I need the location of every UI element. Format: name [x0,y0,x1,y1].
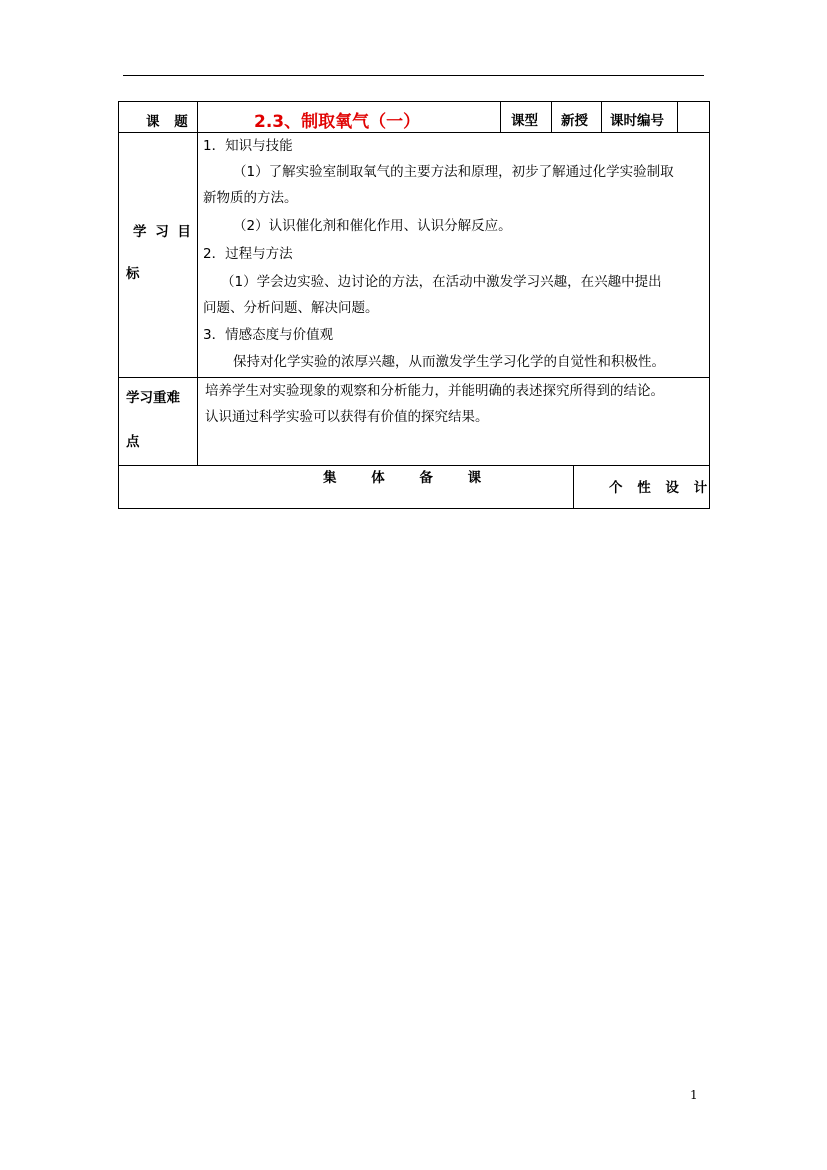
objectives-label-line1: 学 习 目 [133,224,193,240]
col-divider-period-label [677,101,678,132]
lesson-type-label: 课型 [511,113,538,129]
col-divider-label [197,101,198,465]
objective-line: （1）了解实验室制取氧气的主要方法和原理，初步了解通过化学实验制取 [233,164,674,180]
col-divider-type-label [551,101,552,132]
keypoints-label-line2: 点 [126,434,140,450]
objective-line: 3．情感态度与价值观 [203,327,334,343]
objective-line: 新物质的方法。 [203,190,298,206]
objective-line: 1．知识与技能 [203,138,293,154]
objectives-label-line2: 标 [126,266,140,282]
row-divider-objectives [118,377,710,378]
lesson-type-value: 新授 [561,113,588,129]
objective-line: （1）学会边实验、边讨论的方法，在活动中激发学习兴趣，在兴趣中提出 [221,274,662,290]
row-divider-title [118,132,710,133]
col-divider-type-value [601,101,602,132]
col-divider-footer [573,465,574,509]
personal-design-label: 个 性 设 计 [609,480,713,496]
collective-prep-label: 集 体 备 课 [323,470,497,486]
keypoints-label-line1: 学习重难 [126,390,180,406]
page-number: 1 [690,1088,698,1102]
objective-line: 保持对化学实验的浓厚兴趣，从而激发学生学习化学的自觉性和积极性。 [233,354,665,370]
objective-line: 2．过程与方法 [203,246,293,262]
period-number-label: 课时编号 [610,113,664,129]
objective-line: （2）认识催化剂和催化作用、认识分解反应。 [233,218,512,234]
objective-line: 问题、分析问题、解决问题。 [203,300,379,316]
subject-label: 课 题 [146,114,193,130]
row-divider-keypoints [118,465,710,466]
keypoint-line: 认识通过科学实验可以获得有价值的探究结果。 [205,409,489,425]
keypoint-line: 培养学生对实验现象的观察和分析能力，并能明确的表述探究所得到的结论。 [205,383,664,399]
lesson-title: 2.3、制取氧气（一） [254,112,421,132]
col-divider-title [500,101,501,132]
header-rule [123,75,704,76]
